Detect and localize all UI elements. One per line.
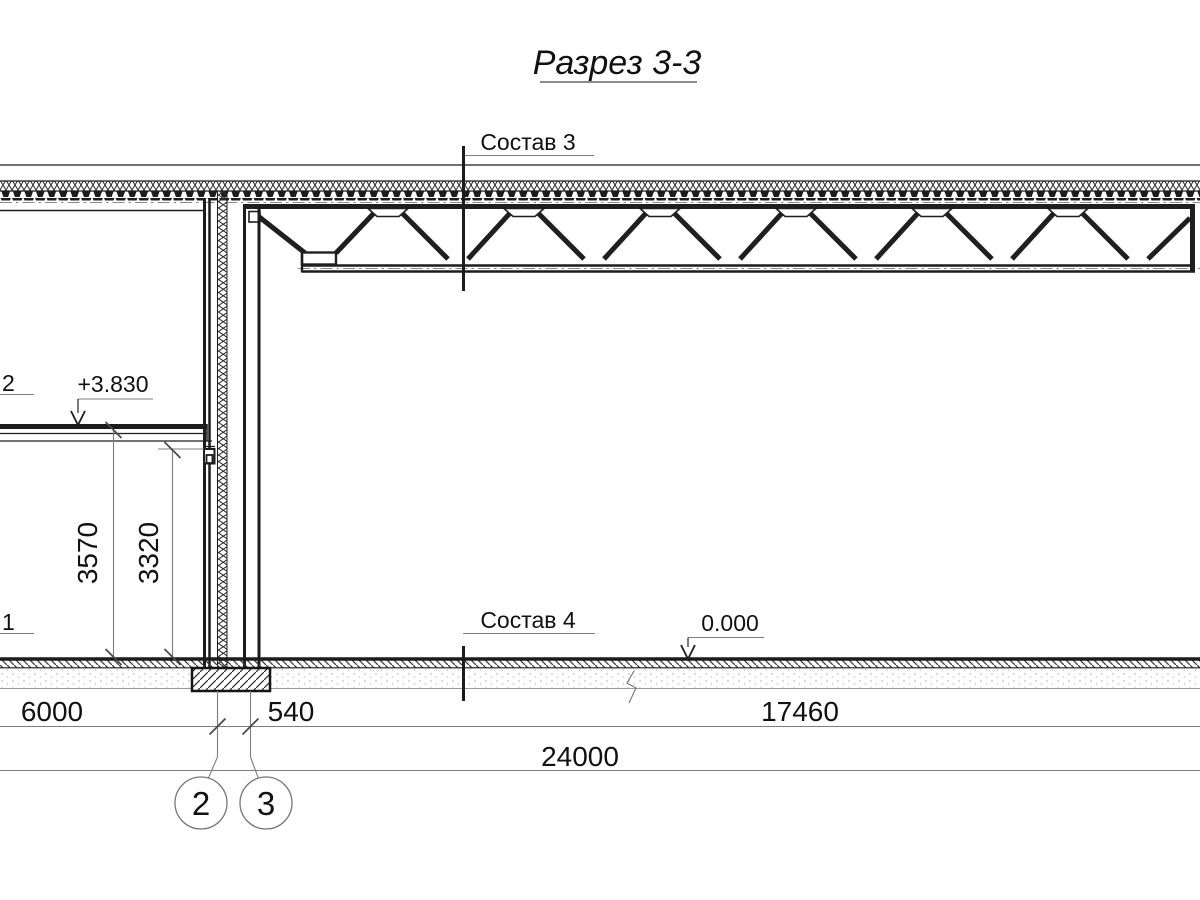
truss-diagonals [258, 212, 1190, 259]
sostav4-label: Состав 4 [480, 607, 576, 633]
truss-diagonal [1148, 218, 1190, 259]
elevation-ground-value: 0.000 [701, 610, 759, 636]
roof-truss [244, 204, 1200, 273]
axis-left-upper-label: 2 [2, 370, 15, 396]
dim-17460: 17460 [761, 696, 839, 727]
truss-bearing-seat [302, 253, 336, 265]
dim-3320: 3320 [133, 521, 164, 585]
foundation-block [192, 668, 270, 691]
truss-diagonal [604, 212, 647, 259]
truss-diagonal [673, 212, 720, 259]
bubble-leader-3 [251, 757, 260, 780]
elevation-mark-ground [681, 610, 764, 659]
drawing-title [533, 44, 702, 82]
truss-diagonal [809, 212, 856, 259]
vertical-dimensions [72, 422, 204, 665]
dim-3570: 3570 [72, 521, 103, 585]
dim-540: 540 [267, 696, 315, 727]
mezzanine-slab [0, 424, 215, 464]
left-edge-labels [0, 370, 34, 635]
truss-diagonal [1081, 212, 1128, 259]
horizontal-dimensions [0, 691, 1200, 772]
dim-24000: 24000 [541, 741, 619, 772]
roof-insulation-band [0, 181, 1200, 191]
truss-diagonal [1012, 212, 1055, 259]
wall-insulation-hatch [218, 191, 228, 667]
truss-diagonal [945, 212, 992, 259]
truss-diagonal [468, 212, 511, 259]
grid-bubble-3-label: 3 [256, 785, 276, 822]
elevation-slab-value: +3.830 [77, 371, 149, 397]
slab-top-thick-line [0, 424, 207, 429]
truss-diagonal [401, 212, 448, 259]
truss-right-end-post [1190, 204, 1195, 273]
truss-diagonal [740, 212, 783, 259]
elevation-ground-arrow [681, 645, 695, 659]
grid-bubble-2-label: 2 [191, 785, 211, 822]
elevation-slab-arrow [71, 411, 85, 425]
truss-diagonal [876, 212, 919, 259]
bearing-pad [207, 455, 213, 463]
ground-floor [0, 659, 1200, 703]
bubble-leader-2 [208, 757, 218, 779]
profiled-deck-band [0, 192, 1200, 201]
wall-and-column [205, 191, 260, 667]
truss-diagonal [258, 216, 305, 253]
floor-bedding-stipple [0, 668, 1200, 688]
grid-axis-bubbles [175, 757, 292, 829]
axis-left-lower-label: 1 [2, 609, 15, 635]
truss-top-gussets [368, 209, 1088, 217]
truss-diagonal [537, 212, 584, 259]
roof-assembly [0, 165, 1200, 211]
elevation-mark-mezzanine [71, 371, 153, 425]
dim-6000: 6000 [20, 696, 84, 727]
truss-diagonal [336, 212, 375, 253]
page-title: Разрез 3-3 [532, 44, 702, 82]
sostav3-label: Состав 3 [480, 129, 576, 155]
